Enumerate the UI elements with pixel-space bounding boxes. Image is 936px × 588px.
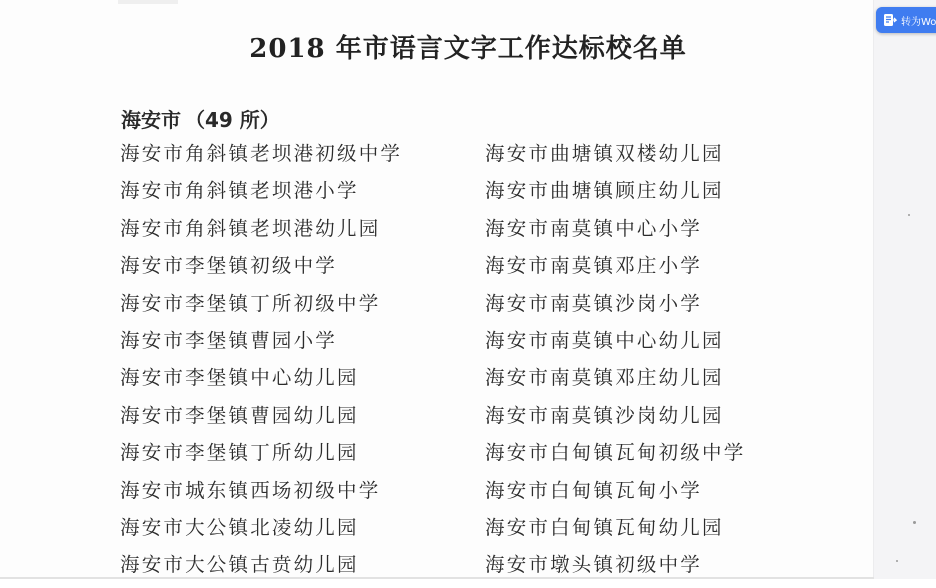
- list-item: 海安市李堡镇曹园小学: [120, 328, 338, 352]
- list-item: 海安市南莫镇邓庄幼儿园: [485, 366, 724, 390]
- document-title: 2018 年市语言文字工作达标校名单: [249, 34, 687, 64]
- scan-speck: [896, 560, 898, 562]
- list-item: 海安市李堡镇曹园幼儿园: [120, 403, 359, 427]
- scan-speck: [913, 521, 916, 524]
- list-item: 海安市李堡镇中心幼儿园: [120, 366, 359, 390]
- school-list-left: [120, 139, 402, 588]
- list-item: 海安市角斜镇老坝港幼儿园: [120, 216, 381, 240]
- list-item: 海安市大公镇北凌幼儿园: [120, 515, 359, 539]
- list-item: 海安市白甸镇瓦甸小学: [485, 478, 703, 502]
- convert-to-word-button[interactable]: [876, 7, 936, 33]
- list-item: 海安市南莫镇中心小学: [485, 216, 703, 240]
- convert-button-label: 转为Wo: [901, 16, 936, 28]
- list-item: 海安市角斜镇老坝港小学: [120, 179, 359, 203]
- list-item: 海安市城东镇西场初级中学: [120, 478, 381, 502]
- section-city: 海安市: [121, 108, 181, 132]
- list-item: 海安市白甸镇瓦甸初级中学: [485, 441, 746, 465]
- list-item: 海安市南莫镇沙岗小学: [485, 291, 703, 315]
- list-item: 海安市曲塘镇顾庄幼儿园: [485, 179, 724, 203]
- list-item: 海安市角斜镇老坝港初级中学: [120, 142, 403, 165]
- list-item: 海安市大公镇古贲幼儿园: [120, 553, 359, 577]
- school-list-right: [485, 139, 745, 588]
- list-item: 海安市南莫镇邓庄小学: [485, 254, 703, 278]
- list-item: 海安市曲塘镇双楼幼儿园: [485, 142, 724, 165]
- section-heading: [121, 104, 280, 133]
- section-count: （49 所）: [185, 108, 280, 132]
- list-item: 海安市白甸镇瓦甸幼儿园: [485, 515, 724, 539]
- list-item: 海安市李堡镇初级中学: [120, 254, 338, 278]
- viewer-side-strip: [873, 0, 936, 579]
- list-item: 海安市李堡镇丁所幼儿园: [120, 441, 359, 465]
- scan-smudge: [118, 0, 178, 4]
- file-convert-icon: [883, 13, 897, 27]
- list-item: 海安市南莫镇沙岗幼儿园: [485, 403, 724, 427]
- list-item: 海安市南莫镇中心幼儿园: [485, 328, 724, 352]
- list-item: 海安市墩头镇初级中学: [485, 553, 703, 577]
- list-item: 海安市李堡镇丁所初级中学: [120, 291, 381, 315]
- scan-speck: [908, 214, 910, 216]
